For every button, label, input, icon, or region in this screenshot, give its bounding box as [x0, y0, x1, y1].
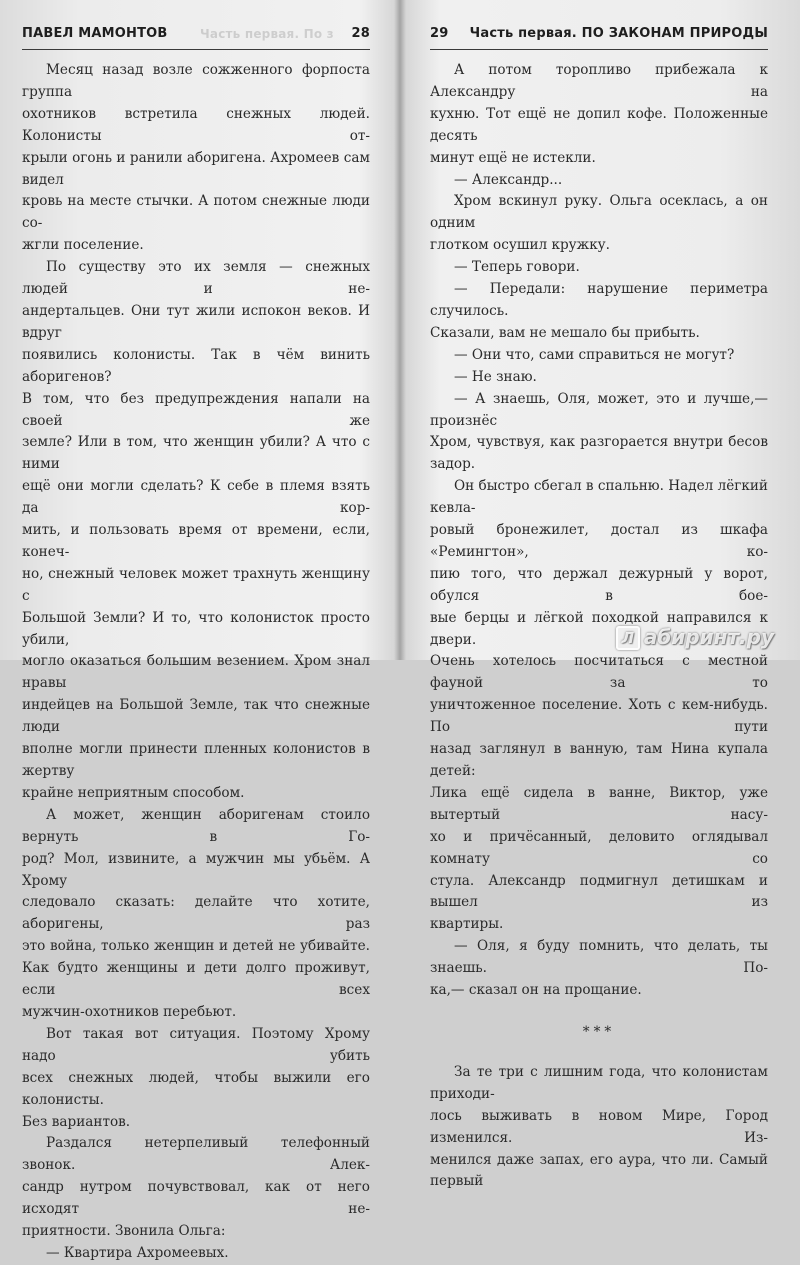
- text-line: Хром вскинул руку. Ольга осеклась, а он одним: [430, 193, 768, 232]
- text-line: глотком осушил кружку.: [430, 237, 611, 254]
- text-line: ка,— сказал он на прощание.: [430, 982, 642, 999]
- text-line: крыли огонь и ранили аборигена. Ахромеев сам видел: [22, 149, 370, 188]
- text-line: Он быстро сбегал в спальню. Надел лёгкий кевла-: [430, 478, 768, 517]
- text-line: Раздался нетерпеливый телефонный звонок. Алек-: [22, 1135, 370, 1174]
- text-line: За те три с лишним года, что колонистам приходи-: [430, 1063, 768, 1102]
- text-line: ровый бронежилет, достал из шкафа «Ремингтон», ко-: [430, 522, 768, 560]
- text-line: Лика ещё сидела в ванне, Виктор, уже вытертый насу-: [430, 784, 768, 823]
- right-text-top: [430, 60, 768, 1002]
- text-line: андертальцев. Они тут жили испокон веков. И вдруг: [22, 302, 370, 341]
- text-line: менился даже запах, его аура, что ли. Самый первый: [430, 1151, 768, 1190]
- text-line: — Они что, сами справиться не могут?: [454, 346, 735, 363]
- text-line: лось выживать в новом Мире, Город изменился. Из-: [430, 1107, 768, 1146]
- text-line: вые берцы и лёгкой походкой направился к двери.: [430, 609, 768, 648]
- text-line: квартиры.: [430, 916, 504, 933]
- text-line: появились колонисты. Так в чём винить аборигенов?: [22, 346, 370, 385]
- text-line: минут ещё не истекли.: [430, 149, 596, 166]
- part-title: Часть первая. ПО ЗАКОНАМ ПРИРОДЫ: [469, 26, 768, 41]
- labirint-logo-icon: Л: [616, 626, 640, 650]
- text-line: — Теперь говори.: [454, 259, 580, 276]
- text-line: По существу это их земля — снежных людей и не-: [22, 259, 370, 298]
- text-line: род? Мол, извините, а мужчин мы убьём. А Хрому: [22, 850, 370, 889]
- left-running-head: [22, 26, 370, 50]
- text-line: вполне могли принести пленных колонистов в жертву: [22, 741, 370, 779]
- text-line: — Оля, я буду помнить, что делать, ты знаешь. По-: [430, 938, 768, 977]
- text-line: — Не знаю.: [454, 368, 537, 385]
- text-line: Как будто женщины и дети долго проживут, если всех: [22, 960, 370, 999]
- text-line: пию того, что держал дежурный у ворот, обулся в бое-: [430, 565, 768, 604]
- text-line: следовало сказать: делайте что хотите, аборигены, раз: [22, 894, 370, 933]
- text-line: приятности. Звонила Ольга:: [22, 1223, 226, 1240]
- labirint-watermark: [616, 625, 774, 651]
- text-line: — А знаешь, Оля, может, это и лучше,— произнёс: [430, 390, 768, 429]
- left-page: [0, 0, 398, 1261]
- text-line: — Александр...: [454, 171, 563, 188]
- text-line: А может, женщин аборигенам стоило вернуть в Го-: [22, 806, 370, 845]
- right-page: [402, 0, 800, 1190]
- text-line: Вот такая вот ситуация. Поэтому Хрому надо убить: [22, 1025, 370, 1064]
- text-line: Сказали, вам не мешало бы прибыть.: [430, 324, 700, 341]
- text-line: В том, что без предупреждения напали на своей же: [22, 390, 370, 429]
- text-line: всех снежных людей, чтобы выжили его колонисты.: [22, 1069, 370, 1108]
- text-line: но, снежный человек может трахнуть женщину с: [22, 565, 370, 604]
- text-line: мужчин-охотников перебьют.: [22, 1003, 237, 1020]
- text-line: Очень хотелось посчитаться с местной фауной за то: [430, 653, 768, 692]
- text-line: сандр нутром почувствовал, как от него исходят не-: [22, 1179, 370, 1218]
- text-line: мить, и пользовать время от времени, если, конеч-: [22, 522, 370, 560]
- left-page-number: 28: [351, 26, 370, 41]
- text-line: — Передали: нарушение периметра случилось.: [430, 281, 768, 319]
- bleed-through-text: Часть первая. По з: [200, 27, 334, 41]
- text-line: жгли поселение.: [22, 237, 144, 254]
- right-header-rule: [430, 49, 768, 50]
- section-separator: ***: [582, 1023, 616, 1040]
- text-line: кровь на месте стычки. А потом снежные люди со-: [22, 193, 370, 232]
- author-name: ПАВЕЛ МАМОНТОВ: [22, 26, 168, 41]
- text-line: крайне неприятным способом.: [22, 784, 245, 801]
- text-line: назад заглянул в ванную, там Нина купала детей:: [430, 741, 768, 779]
- text-line: кухню. Тот ещё не допил кофе. Положенные десять: [430, 105, 768, 144]
- text-line: земле? Или в том, что женщин убили? А что с ними: [22, 434, 370, 473]
- text-line: хо и причёсанный, деловито оглядывал комнату со: [430, 828, 768, 867]
- text-line: Хром, чувствуя, как разгорается внутри бесов задор.: [430, 434, 768, 473]
- text-line: стула. Александр подмигнул детишкам и вышел из: [430, 872, 768, 911]
- text-line: Большой Земли? И то, что колонисток просто убили,: [22, 609, 370, 648]
- text-line: — Квартира Ахромеевых.: [46, 1244, 229, 1261]
- text-line: уничтоженное поселение. Хоть с кем-нибудь. По пути: [430, 697, 768, 736]
- right-text-bottom: [430, 1062, 768, 1193]
- left-header-rule: [22, 49, 370, 50]
- left-body-text: [22, 60, 370, 1265]
- right-page-number: 29: [430, 26, 449, 41]
- text-line: ещё они могли сделать? К себе в племя взять да кор-: [22, 478, 370, 517]
- text-line: охотников встретила снежных людей. Колонисты от-: [22, 105, 370, 144]
- text-line: Без вариантов.: [22, 1113, 131, 1130]
- text-line: индейцев на Большой Земле, так что снежные люди: [22, 697, 370, 736]
- right-running-head: [430, 26, 768, 50]
- text-line: Месяц назад возле сожженного форпоста группа: [22, 62, 370, 100]
- text-line: могло оказаться большим везением. Хром знал нравы: [22, 653, 370, 692]
- text-line: А потом торопливо прибежала к Александру на: [430, 62, 768, 100]
- text-line: это война, только женщин и детей не убивайте.: [22, 938, 370, 955]
- watermark-text: абиринт.ру: [643, 624, 774, 649]
